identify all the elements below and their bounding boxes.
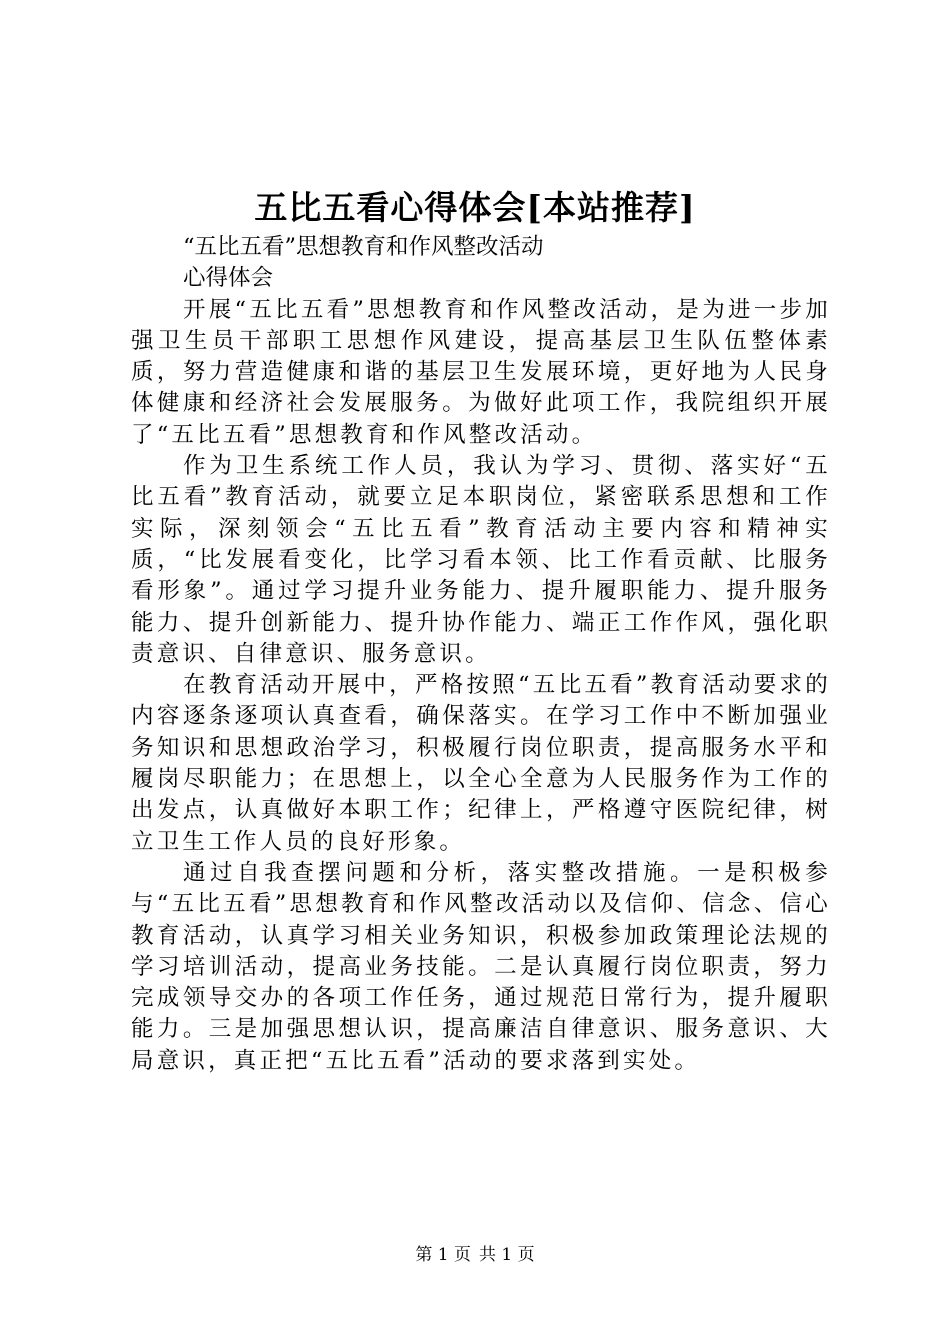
paragraph-1: 开展“五比五看”思想教育和作风整改活动，是为进一步加强卫生员干部职工思想作风建设，提高基层卫生队伍整体素质，努力营造健康和谐的基层卫生发展环境，更好地为人民身体健康和经济社会发展服务。为做好此项工作，我院组织开展了“五比五看”思想教育和作风整改活动。 <box>131 296 831 448</box>
page-number: 第 1 页 <box>415 1245 471 1265</box>
page-footer <box>0 1244 950 1266</box>
subtitle-line-2: 心得体会 <box>183 265 274 292</box>
paragraph-4: 通过自我查摆问题和分析，落实整改措施。一是积极参与“五比五看”思想教育和作风整改活动以及信仰、信念、信心教育活动，认真学习相关业务知识，积极参加政策理论法规的学习培训活动，提高业务技能。二是认真履行岗位职责，努力完成领导交办的各项工作任务，通过规范日常行为，提升履职能力。三是加强思想认识，提高廉洁自律意识、服务意识、大局意识，真正把“五比五看”活动的要求落到实处。 <box>131 859 831 1074</box>
subtitle-line-1: “五比五看”思想教育和作风整改活动 <box>183 234 544 260</box>
paragraph-3: 在教育活动开展中，严格按照“五比五看”教育活动要求的内容逐条逐项认真查看，确保落实。在学习工作中不断加强业务知识和思想政治学习，积极履行岗位职责，提高服务水平和履岗尽职能力；在思想上，以全心全意为人民服务作为工作的出发点，认真做好本职工作；纪律上，严格遵守医院纪律，树立卫生工作人员的良好形象。 <box>131 672 831 855</box>
page-title: 五比五看心得体会[本站推荐] <box>254 188 696 227</box>
paragraph-2: 作为卫生系统工作人员，我认为学习、贯彻、落实好“五比五看”教育活动，就要立足本职岗位，紧密联系思想和工作实际，深刻领会“五比五看”教育活动主要内容和精神实质，“比发展看变化，比学习看本领、比工作看贡献、比服务看形象”。通过学习提升业务能力、提升履职能力、提升服务能力、提升创新能力、提升协作能力、端正工作作风，强化职责意识、自律意识、服务意识。 <box>131 453 831 667</box>
document-body <box>131 232 831 1077</box>
page-total: 共 1 页 <box>479 1245 535 1265</box>
